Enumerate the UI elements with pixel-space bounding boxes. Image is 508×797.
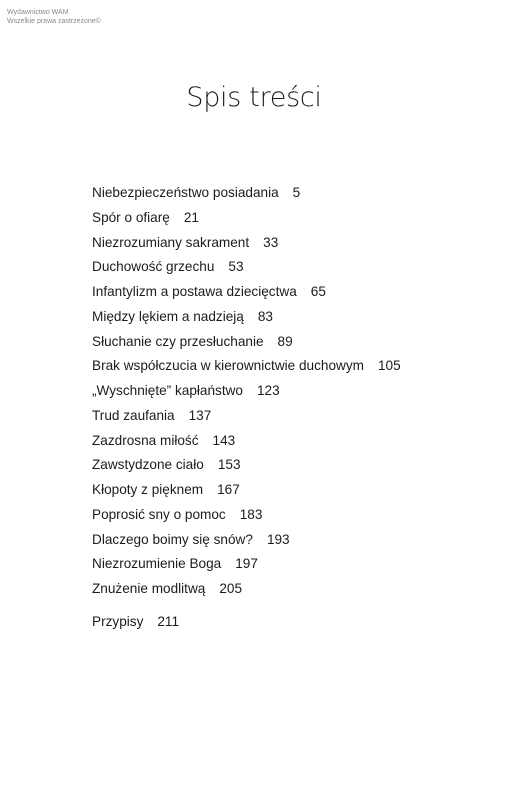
toc-entry-page: 193: [266, 531, 290, 547]
toc-entry[interactable]: [92, 455, 492, 480]
toc-entry-title: Przypisy: [92, 613, 144, 629]
toc-entry[interactable]: [92, 233, 492, 258]
toc-entry-title: „Wyschnięte” kapłaństwo: [92, 383, 243, 398]
toc-entry[interactable]: [92, 332, 492, 357]
toc-entry-page: 153: [217, 457, 241, 473]
toc-entry-page: 205: [219, 581, 243, 596]
toc-entry-page: 65: [310, 284, 326, 299]
toc-entry[interactable]: [92, 307, 492, 332]
toc-entry-page: 197: [235, 556, 258, 572]
toc-entry[interactable]: [92, 406, 492, 431]
toc-entry-page: 183: [239, 506, 263, 522]
toc-entry[interactable]: [92, 356, 492, 381]
toc-entry-page: 167: [217, 482, 240, 497]
toc-entry-title: Niebezpieczeństwo posiadania: [92, 185, 279, 200]
watermark-publisher: Wydawnictwo WAM: [7, 9, 69, 16]
toc-entry-title: Znużenie modlitwą: [92, 581, 206, 596]
toc-entry[interactable]: [92, 579, 492, 604]
toc-entry-page: 123: [256, 383, 280, 398]
toc-entry-notes[interactable]: [92, 612, 492, 637]
toc-entry-title: Trud zaufania: [92, 407, 175, 423]
toc-entry[interactable]: [92, 183, 492, 208]
toc-entry-page: 83: [257, 308, 273, 324]
toc-entry[interactable]: [92, 282, 492, 307]
toc-entry[interactable]: [92, 505, 492, 530]
toc-entry[interactable]: [92, 554, 492, 579]
toc-entry-page: 137: [188, 407, 212, 423]
toc-entry-title: Duchowość grzechu: [92, 259, 215, 275]
toc-entry-title: Brak współczucia w kierownictwie duchowym: [92, 358, 364, 374]
watermark-copyright: Wszelkie prawa zastrzeżone©: [7, 18, 101, 25]
toc-entry-page: 211: [157, 613, 180, 629]
toc-entry-title: Zawstydzone ciało: [92, 457, 204, 473]
toc-entry[interactable]: [92, 431, 492, 456]
publisher-watermark: [7, 8, 101, 26]
toc-entry[interactable]: [92, 480, 492, 505]
toc-entry-title: Dlaczego boimy się snów?: [92, 531, 253, 547]
toc-entry-title: Poprosić sny o pomoc: [92, 506, 226, 522]
toc-entry[interactable]: [92, 208, 492, 233]
toc-entry-page: 5: [292, 185, 301, 200]
toc-entry-title: Słuchanie czy przesłuchanie: [92, 333, 264, 349]
table-of-contents: [92, 183, 492, 637]
toc-entry-page: 53: [228, 259, 244, 275]
toc-entry-title: Infantylizm a postawa dziecięctwa: [92, 284, 297, 299]
toc-entry[interactable]: [92, 257, 492, 282]
toc-entry-title: Zazdrosna miłość: [92, 432, 199, 448]
toc-entry-title: Między lękiem a nadzieją: [92, 308, 244, 324]
toc-entry-page: 105: [377, 358, 401, 374]
toc-entry-title: Niezrozumiany sakrament: [92, 234, 250, 250]
page-title: Spis treści: [186, 82, 322, 113]
toc-entry-page: 89: [277, 333, 293, 349]
toc-entry-page: 33: [263, 234, 279, 250]
toc-entry-title: Kłopoty z pięknem: [92, 482, 204, 497]
toc-entry[interactable]: [92, 381, 492, 406]
toc-entry-title: Niezrozumienie Boga: [92, 556, 222, 572]
toc-entry-page: 21: [183, 209, 199, 225]
toc-entry-page: 143: [212, 432, 236, 448]
toc-entry-title: Spór o ofiarę: [92, 209, 170, 225]
toc-entry[interactable]: [92, 530, 492, 555]
